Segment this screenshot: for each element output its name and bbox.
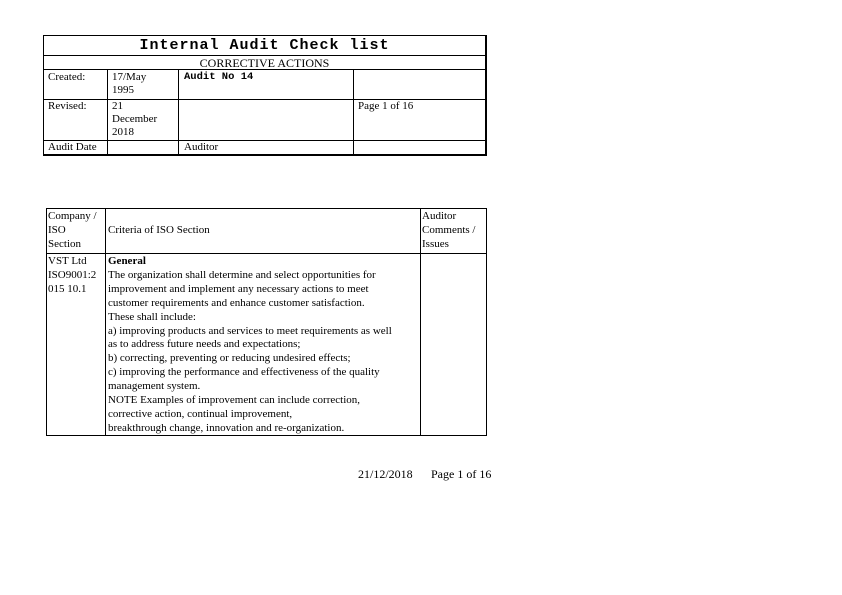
header-line: Section: [48, 237, 81, 250]
criteria-cell: [108, 255, 420, 436]
company-section-header: [48, 210, 105, 252]
criteria-line: c) improving the performance and effectiveness of the quality: [108, 366, 380, 379]
criteria-line: These shall include:: [108, 310, 196, 323]
revised-label: Revised:: [48, 100, 87, 112]
revised-value-line: 2018: [112, 126, 134, 138]
footer-date: 21/12/2018: [358, 467, 413, 481]
audit-date-label: Audit Date: [48, 141, 97, 153]
criteria-line: management system.: [108, 380, 201, 393]
criteria-heading: General: [108, 255, 146, 267]
criteria-line: breakthrough change, innovation and re-organization.: [108, 421, 345, 434]
criteria-line: as to address future needs and expectations;: [108, 338, 301, 351]
header-line: Issues: [422, 237, 449, 250]
company-line: 015 10.1: [48, 282, 87, 295]
comments-cell[interactable]: [422, 255, 486, 433]
criteria-line: improvement and implement any necessary actions to meet: [108, 282, 369, 295]
table-divider: [420, 209, 421, 435]
criteria-line: The organization shall determine and select opportunities for: [108, 268, 376, 281]
header-line: Company /: [48, 210, 97, 222]
auditor-label: Auditor: [184, 141, 219, 153]
audit-number: Audit No 14: [184, 71, 254, 83]
criteria-line: corrective action, continual improvement,: [108, 407, 293, 420]
table-divider: [105, 209, 106, 435]
header-line: Comments /: [422, 223, 476, 236]
criteria-header: Criteria of ISO Section: [108, 224, 210, 236]
created-value-line: 1995: [112, 84, 134, 96]
created-label: Created:: [48, 71, 86, 83]
header-line: ISO: [48, 223, 66, 236]
header-line: Auditor: [422, 210, 457, 222]
header-table: [43, 35, 487, 156]
criteria-line: customer requirements and enhance customer satisfaction.: [108, 296, 365, 309]
created-value: [108, 71, 178, 97]
criteria-line: b) correcting, preventing or reducing undesired effects;: [108, 352, 351, 365]
checklist-table: [46, 208, 487, 436]
header-divider: [353, 70, 354, 156]
company-section-cell: [48, 255, 105, 297]
document-subtitle: CORRECTIVE ACTIONS: [44, 56, 485, 70]
revised-value-line: December: [112, 113, 158, 125]
header-divider: [178, 70, 179, 156]
footer-page-number: Page 1 of 16: [431, 467, 492, 481]
criteria-line: NOTE Examples of improvement can include correction,: [108, 394, 360, 407]
comments-header: [422, 210, 486, 252]
company-line: ISO9001:2: [48, 268, 97, 281]
table-divider: [47, 253, 486, 254]
company-line: VST Ltd: [48, 255, 87, 267]
created-value-line: 17/May: [112, 71, 147, 83]
criteria-line: a) improving products and services to meet requirements as well: [108, 324, 392, 337]
document-title: Internal Audit Check list: [44, 36, 485, 56]
revised-value-line: 21: [112, 100, 123, 112]
header-page-label: Page 1 of 16: [358, 100, 414, 112]
revised-value: [108, 100, 178, 139]
